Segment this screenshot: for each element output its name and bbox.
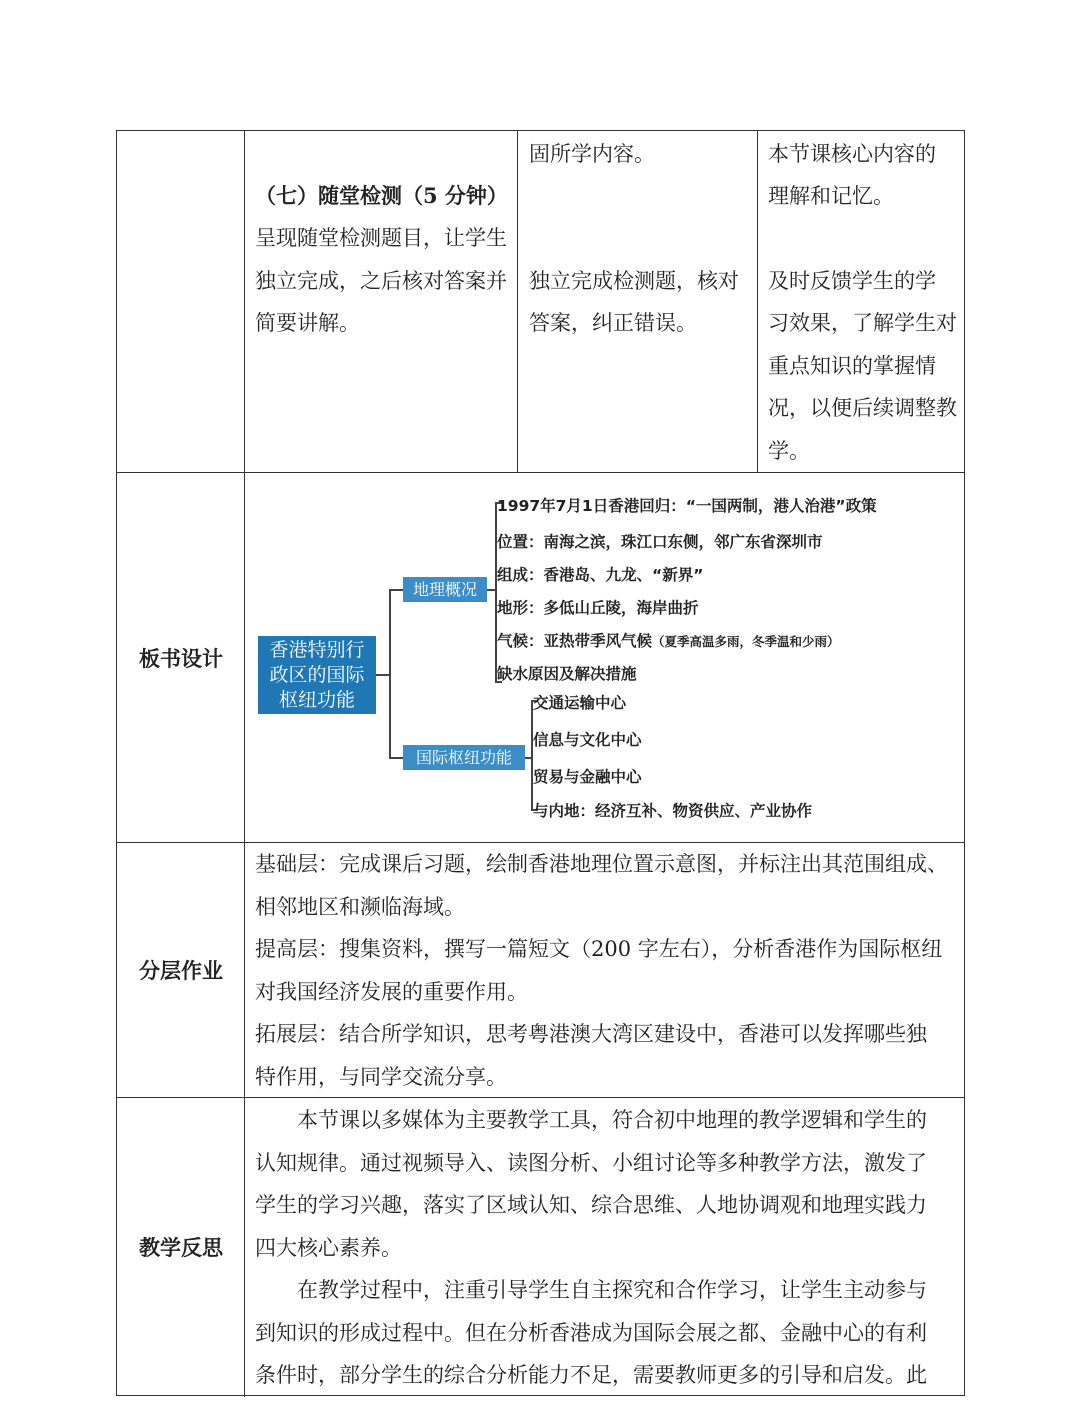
branch-hub-function: 国际枢纽功能 <box>403 745 525 770</box>
board-mind-map <box>253 494 965 834</box>
connector-line <box>389 757 403 759</box>
student-activity-line: 独立完成检测题，核对 <box>529 269 739 293</box>
mind-map-root: 香港特别行 政区的国际 枢纽功能 <box>258 636 376 714</box>
homework-content <box>255 843 957 1098</box>
connector-line <box>389 589 403 591</box>
reflection-line: 认知规律。通过视频导入、读图分析、小组讨论等多种教学方法，激发了 <box>255 1150 927 1175</box>
design-intent-line: 理解和记忆。 <box>768 184 894 208</box>
column-divider <box>244 131 245 1397</box>
design-intent-line: 习效果，了解学生对 <box>768 311 957 335</box>
homework-line: 拓展层：结合所学知识，思考粤港澳大湾区建设中，香港可以发挥哪些独 <box>255 1022 927 1046</box>
reflection-content <box>255 1099 957 1397</box>
homework-label: 分层作业 <box>139 958 223 983</box>
hub-item: 贸易与金融中心 <box>533 768 642 786</box>
overview-item: 组成：香港岛、九龙、“新界” <box>497 566 704 584</box>
lesson-plan-table <box>116 130 965 1396</box>
reflection-line: 到知识的形成过程中。但在分析香港成为国际会展之都、金融中心的有利 <box>255 1320 927 1345</box>
student-activity-line: 固所学内容。 <box>529 142 655 166</box>
activity-line: 呈现随堂检测题目，让学生 <box>255 226 507 250</box>
hub-item: 交通运输中心 <box>533 694 627 712</box>
reflection-line: 条件时，部分学生的综合分析能力不足，需要教师更多的引导和启发。此 <box>255 1363 927 1387</box>
homework-line: 提高层：搜集资料，撰写一篇短文（200 字左右），分析香港作为国际枢纽 <box>255 937 943 961</box>
overview-item: 1997年7月1日香港回归：“一国两制，港人治港”政策 <box>497 497 877 515</box>
homework-line: 相邻地区和濒临海域。 <box>255 894 465 919</box>
connector-line <box>376 674 389 676</box>
branch-geography-overview: 地理概况 <box>403 577 487 602</box>
connector-line <box>389 589 391 758</box>
overview-item: 地形：多低山丘陵，海岸曲折 <box>497 599 699 617</box>
column-divider <box>517 131 518 472</box>
design-intent-line: 本节课核心内容的 <box>768 142 936 166</box>
bracket-line <box>495 502 497 682</box>
reflection-line: 四大核心素养。 <box>255 1235 402 1260</box>
connector-line <box>487 589 495 591</box>
design-intent-line: 重点知识的掌握情 <box>768 354 936 378</box>
board-design-label: 板书设计 <box>139 646 223 671</box>
homework-line: 基础层：完成课后习题，绘制香港地理位置示意图，并标注出其范围组成、 <box>255 852 948 876</box>
homework-line: 特作用，与同学交流分享。 <box>255 1064 507 1089</box>
reflection-line: 在教学过程中，注重引导学生自主探究和合作学习，让学生主动参与 <box>297 1278 927 1302</box>
design-intent-line: 况，以便后续调整教 <box>768 396 957 420</box>
homework-line: 对我国经济发展的重要作用。 <box>255 979 528 1004</box>
reflection-line: 学生的学习兴趣，落实了区域认知、综合思维、人地协调观和地理实践力 <box>255 1193 927 1217</box>
activity-line: 独立完成，之后核对答案并 <box>255 269 507 293</box>
overview-item-climate: 气候：亚热带季风气候（夏季高温多雨，冬季温和少雨） <box>497 632 840 650</box>
activity-heading: （七）随堂检测（5 分钟） <box>255 183 508 208</box>
bracket-line <box>531 700 533 810</box>
hub-item: 与内地：经济互补、物资供应、产业协作 <box>533 802 813 820</box>
reflection-line: 本节课以多媒体为主要教学工具，符合初中地理的教学逻辑和学生的 <box>297 1108 927 1132</box>
hub-item: 信息与文化中心 <box>533 731 642 749</box>
overview-item: 位置：南海之滨，珠江口东侧，邻广东省深圳市 <box>497 533 823 551</box>
design-intent-line: 学。 <box>768 439 810 463</box>
student-activity-line: 答案，纠正错误。 <box>529 311 697 335</box>
design-intent-line: 及时反馈学生的学 <box>768 269 936 293</box>
activity-line: 简要讲解。 <box>255 311 360 335</box>
reflection-label: 教学反思 <box>139 1235 223 1260</box>
overview-item: 缺水原因及解决措施 <box>497 665 637 683</box>
column-divider <box>757 131 758 472</box>
